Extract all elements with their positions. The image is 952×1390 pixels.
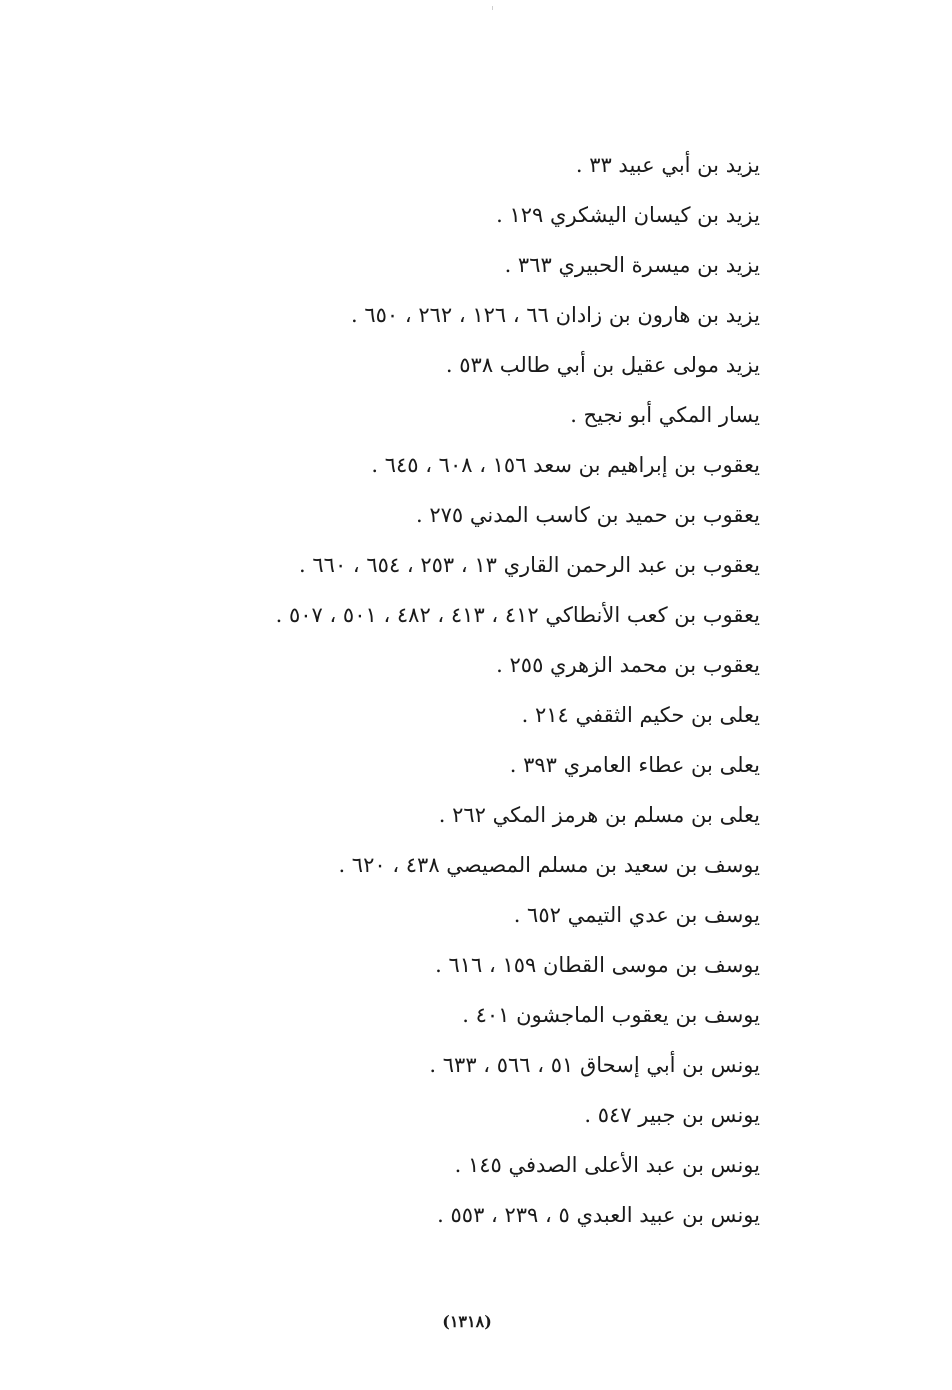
index-entry: يعلى بن مسلم بن هرمز المكي ٢٦٢ . [438,803,760,827]
index-entry: يزيد بن ميسرة الحبيري ٣٦٣ . [504,253,760,277]
index-entry: يزيد بن أبي عبيد ٣٣ . [575,153,760,177]
index-entry: يعلى بن عطاء العامري ٣٩٣ . [509,753,760,777]
scan-speck [492,6,493,10]
index-entry: يزيد مولى عقيل بن أبي طالب ٥٣٨ . [445,353,760,377]
index-entry: يوسف بن موسى القطان ١٥٩ ، ٦١٦ . [435,953,760,977]
page-number: (١٣١٨) [442,1312,492,1331]
index-entries [160,142,760,1242]
index-entry: يوسف بن يعقوب الماجشون ٤٠١ . [462,1003,760,1027]
index-entry: يعلى بن حكيم الثقفي ٢١٤ . [521,703,760,727]
index-entry: يونس بن أبي إسحاق ٥١ ، ٥٦٦ ، ٦٣٣ . [429,1053,760,1077]
index-entry: يزيد بن هارون بن زادان ٦٦ ، ١٢٦ ، ٢٦٢ ، ٦٥٠ . [351,303,760,327]
index-entry: يوسف بن عدي التيمي ٦٥٢ . [513,903,760,927]
index-entry: يونس بن عبد الأعلى الصدفي ١٤٥ . [454,1153,760,1177]
index-entry: يعقوب بن كعب الأنطاكي ٤١٢ ، ٤١٣ ، ٤٨٢ ، ٥٠١ ، ٥٠٧ . [275,603,760,627]
index-entry: يعقوب بن محمد الزهري ٢٥٥ . [496,653,760,677]
index-entry: يونس بن جبير ٥٤٧ . [584,1103,760,1127]
index-entry: يونس بن عبيد العبدي ٥ ، ٢٣٩ ، ٥٥٣ . [437,1203,760,1227]
index-entry: يزيد بن كيسان اليشكري ١٢٩ . [496,203,760,227]
index-entry: يعقوب بن حميد بن كاسب المدني ٢٧٥ . [416,503,760,527]
index-entry: يعقوب بن عبد الرحمن القاري ١٣ ، ٢٥٣ ، ٦٥٤ ، ٦٦٠ . [299,553,760,577]
index-entry: يوسف بن سعيد بن مسلم المصيصي ٤٣٨ ، ٦٢٠ . [338,853,760,877]
index-entry: يعقوب بن إبراهيم بن سعد ١٥٦ ، ٦٠٨ ، ٦٤٥ . [371,453,760,477]
index-entry: يسار المكي أبو نجيح . [570,403,760,427]
